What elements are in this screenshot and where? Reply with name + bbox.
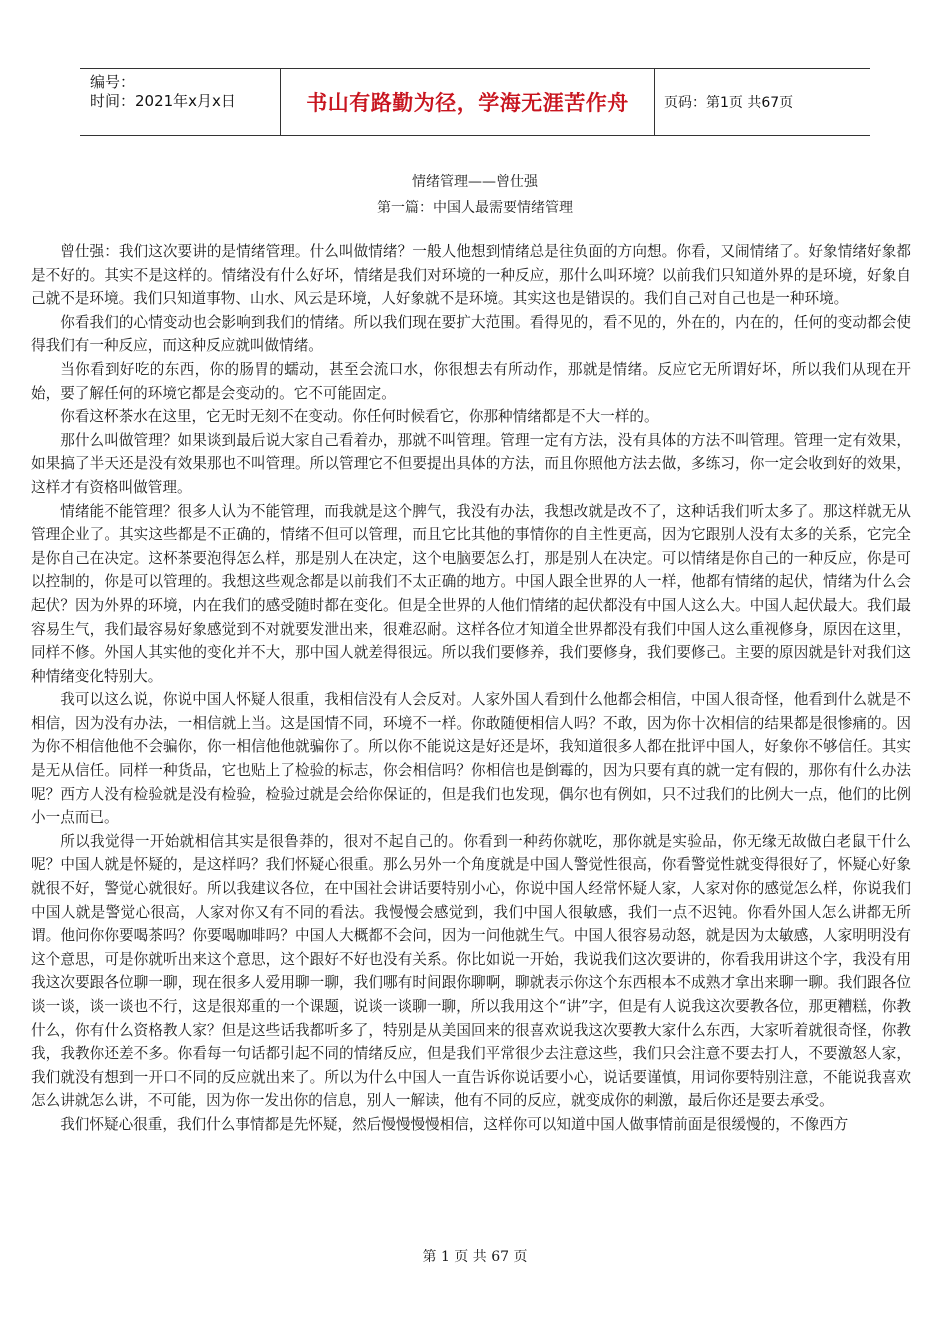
header-divider <box>654 69 655 135</box>
header-motto: 书山有路勤为径，学海无涯苦作舟 <box>306 91 629 115</box>
document-title: 情绪管理——曾仕强 <box>412 174 538 190</box>
header-page-info: 页码：第1页 共67页 <box>664 95 794 111</box>
body-paragraph: 我可以这么说，你说中国人怀疑人很重，我相信没有人会反对。人家外国人看到什么他都会相信，中国人很奇怪，他看到什么就是不相信，因为没有办法，一相信就上当。这是国情不同，环境不一样。你敢随便相信人吗？不敢，因为你十次相信的结果都是很惨痛的。因为你不相信他他不会骗你，你一相信他他就骗你了。所以你不能说这是好还是坏，我知道很多人都在批评中国人，好象你不够信任。其实是无从信任。同样一种货品，它也贴上了检验的标志，你会相信吗？你相信也是倒霉的，因为只要有真的就一定有假的，那你有什么办法呢？西方人没有检验就是没有检验，检验过就是会给你保证的，但是我们也发现，偶尔也有例如，只不过我们的比例大一点，他们的比例小一点而已。 <box>31 691 911 827</box>
body-paragraph: 我们怀疑心很重，我们什么事情都是先怀疑，然后慢慢慢慢相信，这样你可以知道中国人做事情前面是很缓慢的，不像西方 <box>60 1115 849 1133</box>
body-paragraph: 所以我觉得一开始就相信其实是很鲁莽的，很对不起自己的。你看到一种药你就吃，那你就是实验品，你无缘无故做白老鼠干什么呢？中国人就是怀疑的，是这样吗？我们怀疑心很重。那么另外一个角度就是中国人警觉性很高，你看警觉性就变得很好了，怀疑心好象就很不好，警觉心就很好。所以我建议各位，在中国社会讲话要特别小心，你说中国人经常怀疑人家，人家对你的感觉怎么样，你说我们中国人就是警觉心很高，人家对你又有不同的看法。我慢慢会感觉到，我们中国人很敏感，我们一点不迟钝。你看外国人怎么讲都无所谓。他问你你要喝茶吗？你要喝咖啡吗？中国人大概都不会问，因为一问他就生气。中国人很容易动怒，就是因为太敏感，人家明明没有这个意思，可是你就听出来这个意思，这个跟好不好也没有关系。你比如说一开始，我说我们这次要讲的，你看我用讲这个字，我没有用我这次要跟各位聊一聊，现在很多人爱用聊一聊，我们哪有时间跟你聊啊，聊就表示你这个东西根本不成熟才拿出来聊一聊。我们跟各位谈一谈，谈一谈也不行，这是很郑重的一个课题，说谈一谈聊一聊，所以我用这个“讲”字，但是有人说我这次要教各位，那更糟糕，你教什么，你有什么资格教人家？但是这些话我都听多了，特别是从美国回来的很喜欢说我这次要教大家什么东西，大家听着就很奇怪，你教我，我教你还差不多。你看每一句话都引起不同的情绪反应，但是我们平常很少去注意这些，我们只会注意不要去打人，不要激怒人家，我们就没有想到一开口不同的反应就出来了。所以为什么中国人一直告诉你说话要小心，说话要谨慎，用词你要特别注意，不能说我喜欢怎么讲就怎么讲，不可能，因为你一发出你的信息，别人一解读，他有不同的反应，就变成你的刺激，最后你还是要去承受。 <box>31 832 911 1110</box>
header-meta <box>90 73 280 111</box>
body-paragraph: 那什么叫做管理？如果谈到最后说大家自己看着办，那就不叫管理。管理一定有方法，没有具体的方法不叫管理。管理一定有效果，如果搞了半天还是没有效果那也不叫管理。所以管理它不但要提出具体的方法，而且你照他方法去做，多练习，你一定会收到好的效果，这样才有资格叫做管理。 <box>31 431 911 496</box>
body-paragraph: 当你看到好吃的东西，你的肠胃的蠕动，甚至会流口水，你很想去有所动作，那就是情绪。反应它无所谓好坏，所以我们从现在开始，要了解任何的环境它都是会变动的。它不可能固定。 <box>31 360 911 402</box>
document-body <box>31 240 911 1137</box>
document-subtitle: 第一篇：中国人最需要情绪管理 <box>377 200 573 216</box>
body-paragraph: 你看这杯茶水在这里，它无时无刻不在变动。你任何时候看它，你那种情绪都是不大一样的。 <box>60 408 659 426</box>
document-header <box>80 68 870 136</box>
body-paragraph: 情绪能不能管理？很多人认为不能管理，而我就是这个脾气，我没有办法，我想改就是改不了，这种话我们听太多了。那这样就无从管理企业了。其实这些都是不正确的，情绪不但可以管理，而且它比其他的事情你的自主性更高，因为它跟别人没有太多的关系，它完全是你自己在决定。这杯茶要泡得怎么样，那是别人在决定，这个电脑要怎么打，那是别人在决定。可以情绪是你自己的一种反应，你是可以控制的，你是可以管理的。我想这些观念都是以前我们不太正确的地方。中国人跟全世界的人一样，他都有情绪的起伏，情绪为什么会起伏？因为外界的环境，内在我们的感受随时都在变化。但是全世界的人他们情绪的起伏都没有中国人这么大。中国人起伏最大。我们最容易生气，我们最容易好象感觉到不对就要发泄出来，很难忍耐。这样各位才知道全世界都没有我们中国人这么重视修身，原因在这里，同样不修。外国人其实他的变化并不大，那中国人就差得很远。所以我们要修养，我们要修身，我们要修己。主要的原因就是针对我们这种情绪变化特别大。 <box>31 502 911 685</box>
document-date-label: 时间：2021年x月x日 <box>90 92 236 110</box>
page-footer: 第 1 页 共 67 页 <box>422 1249 528 1265</box>
document-number-label: 编号： <box>90 73 136 91</box>
body-paragraph: 你看我们的心情变动也会影响到我们的情绪。所以我们现在要扩大范围。看得见的，看不见的，外在的，内在的，任何的变动都会使得我们有一种反应，而这种反应就叫做情绪。 <box>31 313 911 355</box>
body-paragraph: 曾仕强：我们这次要讲的是情绪管理。什么叫做情绪？一般人他想到情绪总是往负面的方向想。你看，又闹情绪了。好象情绪好象都是不好的。其实不是这样的。情绪没有什么好坏，情绪是我们对环境的一种反应，那什么叫环境？以前我们只知道外界的是环境，好象自己就不是环境。我们只知道事物、山水、风云是环境，人好象就不是环境。其实这也是错误的。我们自己对自己也是一种环境。 <box>31 243 911 308</box>
